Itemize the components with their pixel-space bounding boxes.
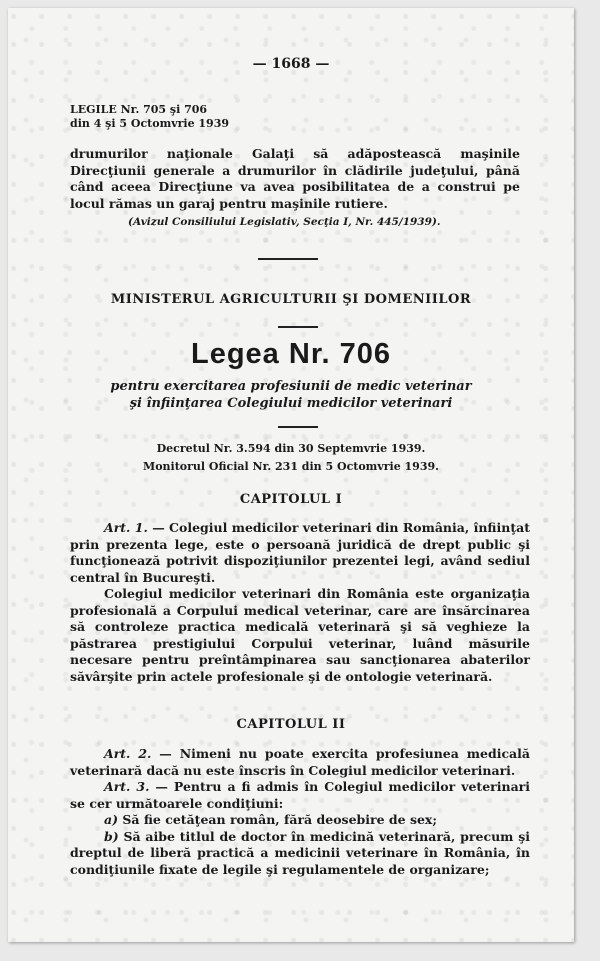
chapter-2-title: CAPITOLUL II xyxy=(236,717,346,732)
document-page xyxy=(8,8,574,942)
article-1 xyxy=(70,520,530,685)
article-1-text: — Colegiul medicilor veterinari din România, înfiinţat prin prezenta lege, este o persoană juridică de drept public şi funcţionează potrivit dispoziţiunilor prezentei legi, având sediul central în Bucureşti. xyxy=(70,520,530,585)
article-2-label: Art. 2. xyxy=(104,746,152,761)
article-2 xyxy=(70,746,530,779)
decree-line: Decretul Nr. 3.594 din 30 Septemvrie 1939. xyxy=(156,442,426,455)
divider xyxy=(278,426,318,428)
monitor-line: Monitorul Oficial Nr. 231 din 5 Octomvrie 1939. xyxy=(143,460,439,473)
condition-a-text: Să fie cetăţean român, fără deosebire de sex; xyxy=(118,812,437,827)
condition-a xyxy=(70,812,530,829)
article-2-text: — Nimeni nu poate exercita profesiunea medicală veterinară dacă nu este înscris în Colegiul medicilor veterinari. xyxy=(70,746,530,778)
condition-b xyxy=(70,829,530,879)
divider xyxy=(278,326,318,328)
article-1-para-2: Colegiul medicilor veterinari din România este organizaţia profesională a Corpului medical veterinar, care are însărcinarea să controleze practica medicală veterinară şi să veghieze la păstrarea prestigiului Corpului veterinar, luând măsurile necesare pentru preîntâmpinarea sau sancţionarea abaterilor săvârşite prin actele profesionale şi de ontologie veterinară. xyxy=(70,586,530,684)
article-3-label: Art. 3. xyxy=(104,779,150,794)
condition-b-label: b) xyxy=(104,828,119,844)
article-3-text: — Pentru a fi admis în Colegiul medicilor veterinari se cer următoarele condiţiuni: xyxy=(70,779,531,811)
law-subtitle-line1: pentru exercitarea profesiunii de medic veterinar xyxy=(110,379,472,394)
decree-info xyxy=(8,440,574,476)
law-reference-line1: LEGILE Nr. 705 şi 706 xyxy=(70,103,208,116)
article-3 xyxy=(70,779,530,812)
article-1-label: Art. 1. xyxy=(104,520,148,535)
condition-b-text: Să aibe titlul de doctor în medicină veterinară, precum şi dreptul de liberă practică a medicinii veterinare în România, în condiţiunile fixate de legile şi regulamentele de organizare; xyxy=(70,828,530,877)
council-note: (Avizul Consiliului Legislativ, Secţia I, Nr. 445/1939). xyxy=(128,216,441,228)
law-subtitle xyxy=(8,378,574,412)
condition-a-label: a) xyxy=(104,812,119,827)
chapter-2-body xyxy=(70,746,530,878)
law-reference xyxy=(70,103,229,131)
law-subtitle-line2: şi înfiinţarea Colegiului medicilor veterinari xyxy=(129,396,453,411)
law-reference-line2: din 4 şi 5 Octomvrie 1939 xyxy=(70,117,230,130)
ministry-heading: MINISTERUL AGRICULTURII ŞI DOMENIILOR xyxy=(110,292,472,307)
chapter-1-title: CAPITOLUL I xyxy=(239,492,343,507)
article-1-para-1 xyxy=(70,520,530,586)
page-number: — 1668 — xyxy=(252,56,330,72)
divider xyxy=(258,258,318,260)
continuation-paragraph: drumurilor naţionale Galaţi să adăpostească maşinile Direcţiunii generale a drumurilor în clădirile judeţului, până când aceea Direcţiune va avea posibilitatea de a construi pe locul rămas un garaj pentru maşinile rutiere. xyxy=(70,146,520,211)
law-title: Legea Nr. 706 xyxy=(191,338,391,370)
